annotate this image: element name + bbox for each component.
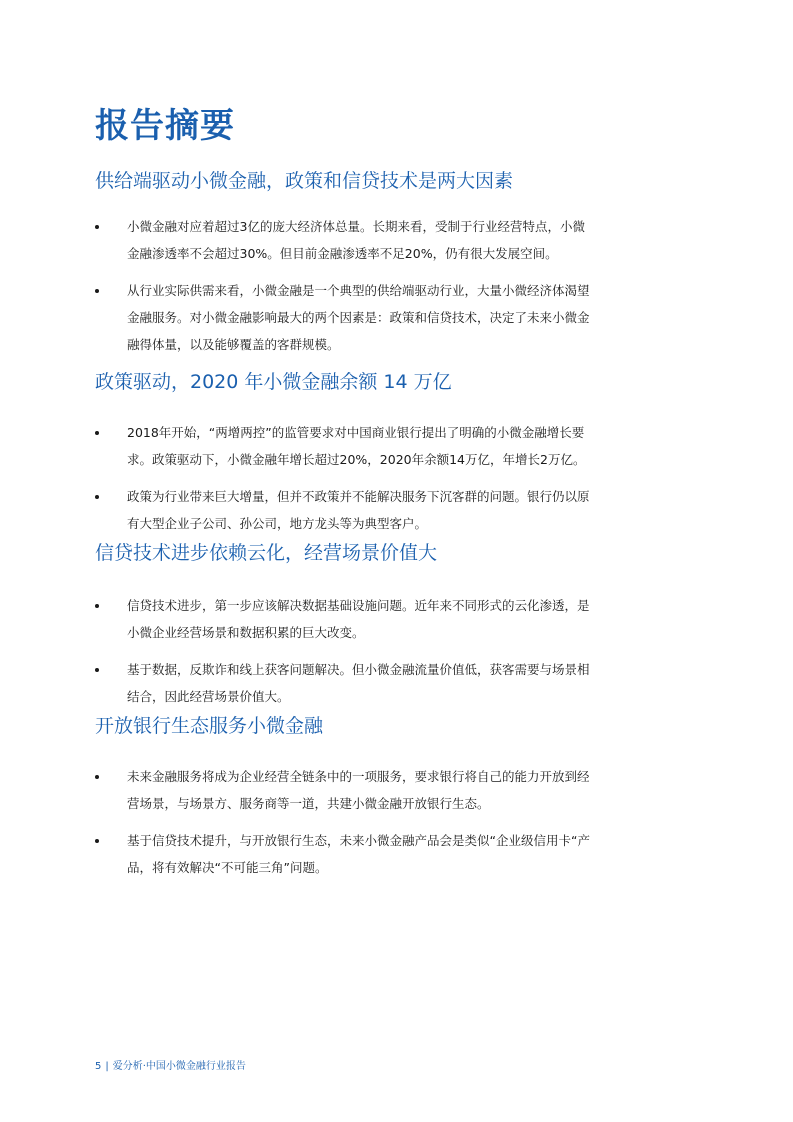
bullet-icon — [95, 431, 99, 435]
bullet-icon — [95, 604, 99, 608]
section-supply-driven — [95, 168, 705, 358]
bullet-icon — [95, 225, 99, 229]
section-open-banking — [95, 713, 705, 881]
list-item-text: 从行业实际供需来看，小微金融是一个典型的供给端驱动行业，大量小微经济体渴望金融服务。对小微金融影响最大的两个因素是：政策和信贷技术，决定了未来小微金融得体量，以及能够覆盖的客群规模。 — [127, 283, 590, 352]
list-item-text: 基于数据，反欺诈和线上获客问题解决。但小微金融流量价值低，获客需要与场景相结合，因此经营场景价值大。 — [127, 662, 590, 704]
bullet-icon — [95, 289, 99, 293]
bullet-icon — [95, 775, 99, 779]
list-item-text: 基于信贷技术提升，与开放银行生态，未来小微金融产品会是类似“企业级信用卡“产品，将有效解决“不可能三角”问题。 — [127, 833, 590, 875]
section-policy-driven — [95, 369, 705, 537]
bullet-icon — [95, 668, 99, 672]
bullet-list — [95, 213, 705, 358]
list-item — [95, 656, 705, 710]
footer-report-title: 爱分析·中国小微金融行业报告 — [112, 1061, 246, 1072]
list-item — [95, 592, 705, 646]
list-item-text: 政策为行业带来巨大增量，但并不政策并不能解决服务下沉客群的问题。银行仍以原有大型企业子公司、孙公司，地方龙头等为典型客户。 — [127, 489, 590, 531]
section-heading: 开放银行生态服务小微金融 — [95, 715, 324, 737]
list-item-text: 小微金融对应着超过3亿的庞大经济体总量。长期来看，受制于行业经营特点，小微金融渗透率不会超过30%。但目前金融渗透率不足20%，仍有很大发展空间。 — [127, 219, 585, 261]
page-footer — [95, 1057, 246, 1072]
bullet-icon — [95, 495, 99, 499]
list-item — [95, 419, 705, 473]
bullet-list — [95, 419, 705, 537]
page-number: 5 — [95, 1061, 102, 1072]
list-item — [95, 277, 705, 358]
list-item-text: 2018年开始，“两增两控”的监管要求对中国商业银行提出了明确的小微金融增长要求。政策驱动下，小微金融年增长超过20%，2020年余额14万亿，年增长2万亿。 — [127, 425, 586, 467]
list-item — [95, 827, 705, 881]
bullet-list — [95, 592, 705, 710]
page-title: 报告摘要 — [95, 106, 235, 146]
list-item — [95, 763, 705, 817]
section-heading: 政策驱动，2020 年小微金融余额 14 万亿 — [95, 371, 452, 393]
bullet-list — [95, 763, 705, 881]
section-heading: 供给端驱动小微金融，政策和信贷技术是两大因素 — [95, 170, 514, 192]
list-item-text: 未来金融服务将成为企业经营全链条中的一项服务，要求银行将自己的能力开放到经营场景，与场景方、服务商等一道，共建小微金融开放银行生态。 — [127, 769, 590, 811]
list-item — [95, 483, 705, 537]
list-item — [95, 213, 705, 267]
section-credit-tech — [95, 540, 705, 710]
footer-separator: | — [105, 1061, 109, 1072]
bullet-icon — [95, 839, 99, 843]
list-item-text: 信贷技术进步，第一步应该解决数据基础设施问题。近年来不同形式的云化渗透，是小微企业经营场景和数据积累的巨大改变。 — [127, 598, 590, 640]
section-heading: 信贷技术进步依赖云化，经营场景价值大 — [95, 542, 438, 564]
